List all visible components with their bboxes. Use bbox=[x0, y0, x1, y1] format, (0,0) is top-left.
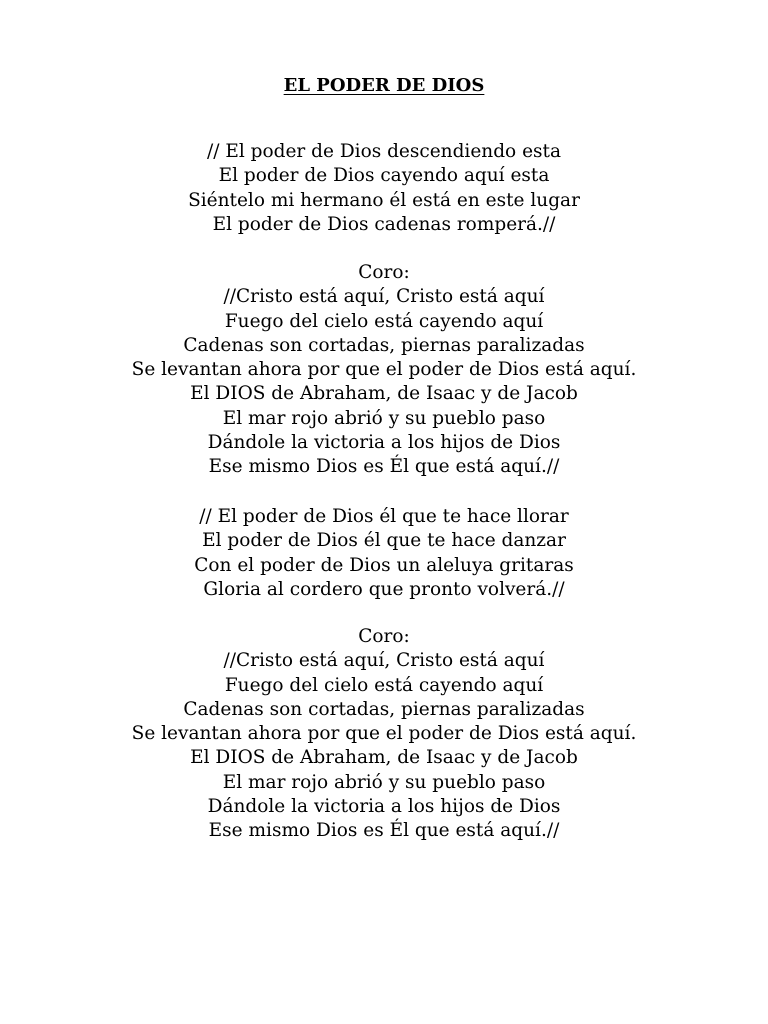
lyric-line: Con el poder de Dios un aleluya gritaras bbox=[194, 554, 574, 576]
chorus-label: Coro: bbox=[358, 262, 410, 283]
song-title-text: EL PODER DE DIOS bbox=[283, 75, 485, 96]
lyric-line: Cadenas son cortadas, piernas paralizadas bbox=[183, 698, 585, 720]
lyric-line: Siéntelo mi hermano él está en este lugar bbox=[188, 189, 580, 211]
lyric-line: // El poder de Dios descendiendo esta bbox=[207, 141, 561, 162]
lyric-line: Se levantan ahora por que el poder de Dios está aquí. bbox=[131, 359, 637, 381]
lyric-line: El poder de Dios cayendo aquí esta bbox=[218, 165, 550, 187]
lyric-line: Gloria al cordero que pronto volverá.// bbox=[203, 578, 565, 600]
stanza-verse-2 bbox=[0, 505, 768, 602]
lyric-line: Dándole la victoria a los hijos de Dios bbox=[207, 796, 561, 818]
lyric-line: El DIOS de Abraham, de Isaac y de Jacob bbox=[190, 383, 578, 405]
lyric-line: Ese mismo Dios es Él que está aquí.// bbox=[208, 456, 560, 478]
lyric-line: El mar rojo abrió y su pueblo paso bbox=[222, 407, 546, 429]
lyric-line: //Cristo está aquí, Cristo está aquí bbox=[223, 650, 545, 672]
stanza-chorus-1 bbox=[0, 261, 768, 480]
lyric-line: El poder de Dios cadenas romperá.// bbox=[212, 213, 556, 235]
lyric-line: El mar rojo abrió y su pueblo paso bbox=[222, 771, 546, 793]
lyric-line: Dándole la victoria a los hijos de Dios bbox=[207, 432, 561, 454]
chorus-label: Coro: bbox=[358, 626, 410, 647]
lyric-line: //Cristo está aquí, Cristo está aquí bbox=[223, 286, 545, 308]
lyric-line: Fuego del cielo está cayendo aquí bbox=[224, 310, 544, 332]
lyric-line: Ese mismo Dios es Él que está aquí.// bbox=[208, 820, 560, 842]
song-title bbox=[0, 74, 768, 98]
stanza-chorus-2 bbox=[0, 625, 768, 844]
stanza-verse-1 bbox=[0, 140, 768, 237]
lyric-line: El poder de Dios él que te hace danzar bbox=[202, 530, 566, 552]
lyric-line: El DIOS de Abraham, de Isaac y de Jacob bbox=[190, 747, 578, 769]
lyric-line: Se levantan ahora por que el poder de Dios está aquí. bbox=[131, 723, 637, 745]
lyric-line: // El poder de Dios él que te hace llorar bbox=[199, 506, 569, 527]
lyric-line: Cadenas son cortadas, piernas paralizadas bbox=[183, 334, 585, 356]
lyric-line: Fuego del cielo está cayendo aquí bbox=[224, 674, 544, 696]
